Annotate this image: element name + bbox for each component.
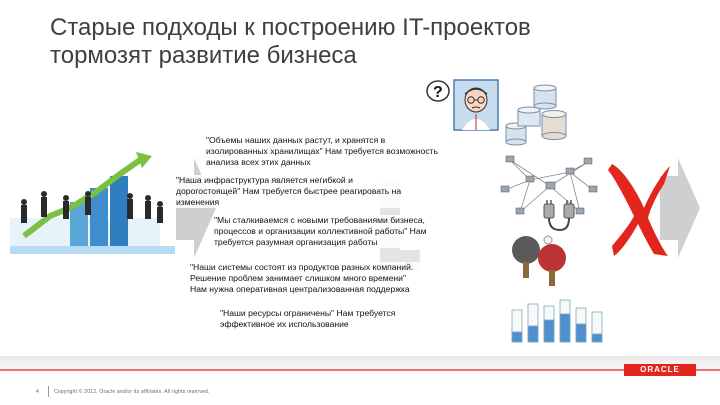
slide-title	[50, 14, 690, 70]
footer-separator	[48, 386, 49, 397]
question-mark: ?	[433, 84, 443, 101]
footer-page-number: 4	[36, 389, 39, 395]
quote-line: изолированных хранилищах" Нам требуется возможность	[206, 146, 438, 156]
quote-line: Решение проблем занимает слишком много времени"	[190, 273, 407, 283]
quote-line: требуется разумная организация работы	[214, 237, 378, 247]
quote-multivendor-systems	[190, 262, 490, 295]
quote-line: "Наши ресурсы ограничены" Нам требуется	[220, 308, 396, 318]
quote-line: Нам нужна оперативная централизованная поддержка	[190, 284, 410, 294]
business-growth-icon	[10, 150, 175, 262]
quote-line: "Мы сталкиваемся с новыми требованиями бизнеса,	[214, 215, 425, 225]
quote-limited-resources	[220, 308, 460, 330]
quote-line: процессов и организации коллективной работы" Нам	[214, 226, 427, 236]
beakers-icon	[508, 296, 604, 346]
quote-business-requirements	[214, 215, 492, 248]
slide-title-line-2: тормозят развитие бизнеса	[50, 42, 357, 69]
slide-title-line-1: Старые подходы к построению IT-проектов	[50, 14, 531, 41]
quote-line: "Наши системы состоят из продуктов разных компаний.	[190, 262, 414, 272]
footer-red-rule	[0, 366, 720, 374]
quote-data-silos	[206, 135, 502, 168]
quote-infrastructure	[176, 175, 476, 208]
ping-pong-icon	[508, 232, 574, 292]
left-arrow	[176, 158, 216, 258]
quote-line: изменения	[176, 197, 220, 207]
oracle-logo: ORACLE	[624, 364, 696, 376]
red-x-mark	[604, 160, 674, 260]
footer-copyright: Copyright © 2012, Oracle and/or its affiliates. All rights reserved.	[54, 389, 210, 395]
quote-line: "Объемы наших данных растут, и хранятся в	[206, 135, 386, 145]
database-cylinders-icon	[504, 84, 580, 150]
quote-line: анализа всех этих данных	[206, 157, 311, 167]
quote-line: дорогостоящей" Нам требуется быстрее реагировать на	[176, 186, 402, 196]
quote-line: "Наша инфраструктура является негибкой и	[176, 175, 353, 185]
confused-person-icon	[424, 78, 500, 134]
quote-line: эффективное их использование	[220, 319, 349, 329]
power-plugs-icon	[540, 200, 580, 234]
